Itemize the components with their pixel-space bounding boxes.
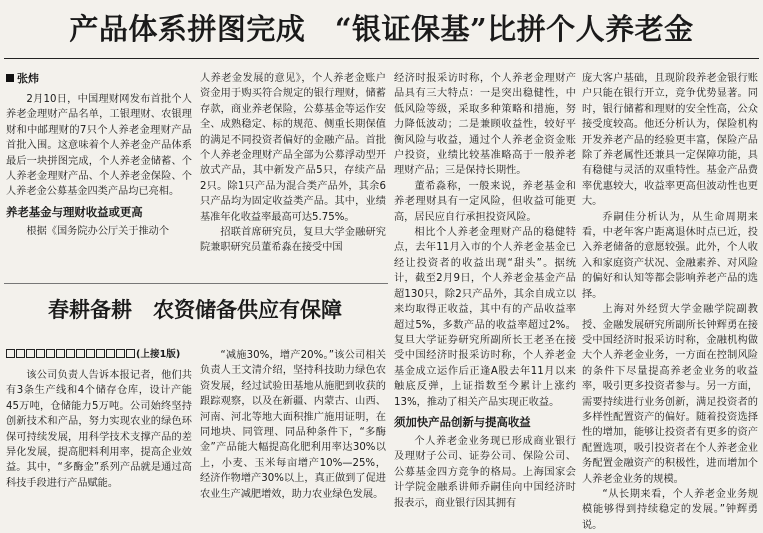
placeholder-box-icon: [26, 349, 35, 358]
section-subhead: 须加快产品创新与提高收益: [394, 414, 531, 429]
byline-square-icon: [6, 74, 14, 82]
paragraph: 董希淼称，一般来说，养老基金和养老理财具有一定风险，但收益可能更高，居民应自行承担投资风险。: [394, 180, 576, 223]
paragraph: 乔嗣佳分析认为，从生命周期来看，中老年客户距离退休时点已近，投入养老储备的意愿较强。此外，个人收入和家庭资产状况、金融素养、对风险的偏好和认知等都会影响养老产品的选择。: [582, 211, 758, 300]
jump-marker: (上接1版): [136, 349, 181, 360]
story2-headline: 春耕备耕 农资储备供应有保障: [48, 297, 342, 322]
article-column-2: [200, 71, 386, 271]
byline: [6, 71, 192, 87]
placeholder-box-icon: [86, 349, 95, 358]
paragraph: 相比个人养老金理财产品的稳健特点，去年11月入市的个人养老金基金已经让投资者的收益出现“甜头”。据统计，截至2月9日，个人养老金基金产品超130只，除2只产品外，其余自成立以来均取得正收益，其中有的产品收益率超过5%，多数产品的收益率超过2%。复旦大学证券研究所副所长王老圣在接受中国经济时报采访时称，个人养老金基金成立运作后正逢A股去年11月以来触底反弹，上证指数至今累计上涨约13%，推动了相关产品实现正收益。: [394, 227, 576, 408]
paragraph: “减施30%，增产20%。”该公司相关负责人王文清介绍，坚持科技助力绿色农资发展，经过试验田基地从施肥到收获的跟踪观察，以及在新疆、内蒙古、山西、河南、河北等地大面积推广施用证明，在同地块、同管理、同品种条件下，“多酶金”产品能大幅提高化肥利用率达30%以上，小麦、玉米每亩增产10%—25%，经济作物增产30%以上，真正做到了促进农业生产减肥增效，助力农业绿色发展。: [200, 350, 386, 500]
placeholder-box-icon: [76, 349, 85, 358]
article-column-3: [394, 71, 576, 515]
placeholder-box-icon: [96, 349, 105, 358]
placeholder-box-icon: [6, 349, 15, 358]
story-divider: [4, 283, 388, 284]
paragraph: 招联首席研究员，复旦大学金融研究院兼职研究员董希淼在接受中国: [200, 227, 386, 254]
paragraph: 该公司负责人告诉本报记者，他们共有3条生产线和4个储存仓库，设计产能45万吨，仓储能力5万吨。公司始终坚持创新技术和产品，努力实现农业的绿色环保可持续发展，用科学技术支撑产品的差异化发展，提高肥料利用率，提高企业效益。其中，“多酶金”系列产品就是通过高科技手段进行产品赋能。: [6, 370, 192, 489]
article-column-1: [6, 71, 192, 276]
byline-author: 张炜: [17, 72, 39, 85]
paragraph: “从长期来看，个人养老金业务规模能够得到持续稳定的发展。”钟辉勇说。: [582, 488, 758, 531]
paragraph: 经济时报采访时称，个人养老金理财产品具有三大特点：一是突出稳健性，中低风险等级，采取多种策略和措施，努力降低波动；二是兼顾收益性，较好平衡风险与收益，通过个人养老金资金账户投资，业绩比较基准略高于一般养老理财产品；三是保持长期性。: [394, 73, 576, 177]
paragraph: 上海对外经贸大学金融学院副教授、金融发展研究所副所长钟辉勇在接受中国经济时报采访时称，金融机构做大个人养老金业务，一方面在控制风险的条件下尽量提高养老金业务的收益率，吸引更多投资者参与。另一方面，需要持续进行业务创新，满足投资者的多样性配置资产的偏好。随着投资选择性的增加，能够让投资者有更多的资产配置选项，吸引投资者在个人养老金业务配置金融资产的积极性，进而增加个人养老金业务的规模。: [582, 304, 758, 485]
placeholder-box-icon: [46, 349, 55, 358]
story2-column-2: [200, 348, 386, 515]
placeholder-box-icon: [66, 349, 75, 358]
paragraph: 庞大客户基础，且现阶段养老金银行账户只能在银行开立，竞争优势显著。同时，银行储蓄和理财的安全性高，公众接受度较高。他还分析认为，保险机构开发养老产品的经验更丰富，保险产品除了养老属性还兼具一定保障功能，具有稳健与灵活的双重特性。基金产品费率优惠较大，收益率更高但波动性也更大。: [582, 73, 758, 208]
placeholder-box-icon: [106, 349, 115, 358]
paragraph: 2月10日，中国理财网发布首批个人养老金理财产品名单，工银理财、农银理财和中邮理财的7只个人养老金理财产品首批入围。这意味着个人养老金产品体系最后一块拼图完成，个人养老金储蓄、个人养老金理财产品、个人养老金保险、个人养老金公募基金四类产品均已亮相。: [6, 94, 192, 198]
paragraph: 根据《国务院办公厅关于推动个: [26, 225, 170, 237]
story2-column-1: [6, 348, 192, 515]
paragraph: 人养老金发展的意见》，个人养老金账户资金用于购买符合规定的银行理财，储蓄存款，商业养老保险，公募基金等运作安全、成熟稳定、标的规范、侧重长期保值的满足不同投资者偏好的金融产品。首批个人养老金理财产品全部为公募浮动型开放式产品，其中新发产品5只，存续产品2只。除1只产品为混合类产品外，其余6只产品均为固定收益类产品。其中，业绩基准年化收益率最高可达5.75%。: [200, 73, 386, 223]
placeholder-box-icon: [116, 349, 125, 358]
jump-line: [6, 348, 192, 362]
headline-divider: [4, 58, 759, 59]
paragraph: 个人养老金业务现已形成商业银行及理财子公司、证券公司、保险公司、公募基金四方竞争的格局。上海国家会计学院金融系讲师乔嗣佳向中国经济时报表示，商业银行因其拥有: [394, 435, 576, 509]
placeholder-box-icon: [56, 349, 65, 358]
article-column-4: [582, 71, 758, 531]
placeholder-box-icon: [126, 349, 135, 358]
main-headline: 产品体系拼图完成 “银证保基”比拼个人养老金: [69, 12, 694, 46]
placeholder-box-icon: [36, 349, 45, 358]
placeholder-box-icon: [16, 349, 25, 358]
section-subhead: 养老基金与理财收益或更高: [6, 204, 143, 219]
